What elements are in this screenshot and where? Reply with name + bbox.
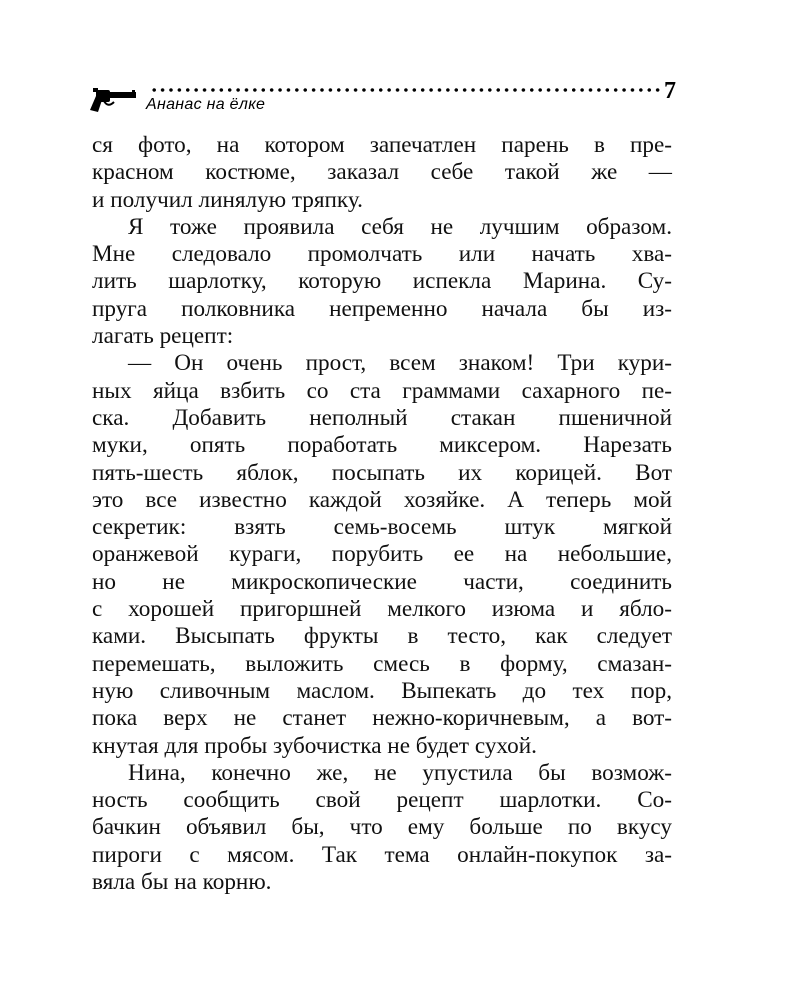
text-line: муки, опять поработать миксером. Нарезать — [92, 432, 672, 459]
text-line: Мне следовало промолчать или начать хва- — [92, 241, 672, 268]
text-line: пироги с мясом. Так тема онлайн-покупок за- — [92, 841, 672, 868]
text-line: это все известно каждой хозяйке. А теперь мой — [92, 486, 672, 513]
text-line: но не микроскопические части, соединить — [92, 568, 672, 595]
text-line: и получил линялую тряпку. — [92, 186, 363, 213]
text-line: ся фото, на котором запечатлен парень в пре- — [92, 132, 672, 158]
text-line: пруга полковника непременно начала бы из- — [92, 295, 672, 322]
header-dotted-rule — [150, 88, 664, 92]
text-line: — Он очень прост, всем знаком! Три кури- — [128, 350, 672, 377]
text-line: ную сливочным маслом. Выпекать до тех пор, — [92, 677, 672, 704]
revolver-icon — [88, 86, 138, 114]
text-line: перемешать, выложить смесь в форму, смазан- — [92, 650, 672, 677]
text-line: оранжевой кураги, порубить ее на небольшие, — [92, 541, 672, 568]
text-line: ность сообщить свой рецепт шарлотки. Со- — [92, 787, 672, 814]
text-line: кнутая для пробы зубочистка не будет сухой. — [92, 732, 537, 759]
text-line: вяла бы на корню. — [92, 869, 272, 896]
text-line: бачкин объявил бы, что ему больше по вкусу — [92, 814, 672, 841]
text-line: пять-шесть яблок, посыпать их корицей. Вот — [92, 459, 672, 486]
text-line: лить шарлотку, которую испекла Марина. Су- — [92, 268, 672, 295]
text-line: лагать рецепт: — [92, 323, 234, 350]
text-line: ных яйца взбить со ста граммами сахарного пе- — [92, 377, 672, 404]
text-line: с хорошей пригоршней мелкого изюма и ябло- — [92, 596, 672, 623]
body-text — [92, 132, 672, 896]
running-title: Ананас на ёлке — [146, 96, 266, 113]
text-line: секретик: взять семь-восемь штук мягкой — [92, 514, 672, 541]
text-line: красном костюме, заказал себе такой же — — [92, 159, 672, 186]
text-line: ками. Высыпать фрукты в тесто, как следует — [92, 623, 672, 650]
running-header — [88, 78, 678, 118]
text-line: ска. Добавить неполный стакан пшеничной — [92, 404, 672, 431]
text-line: пока верх не станет нежно-коричневым, а вот- — [92, 705, 672, 732]
text-line: Нина, конечно же, не упустила бы возмож- — [128, 759, 672, 786]
page-number: 7 — [664, 78, 676, 104]
text-line: Я тоже проявила себя не лучшим образом. — [128, 213, 672, 240]
